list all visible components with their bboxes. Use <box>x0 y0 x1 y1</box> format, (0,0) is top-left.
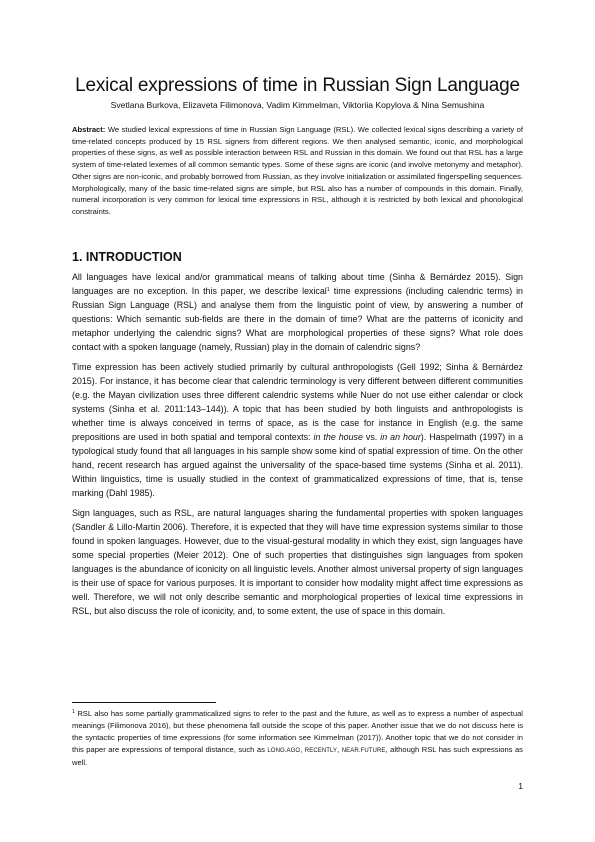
paragraph-2-text-a: Time expression has been actively studied primarily by cultural anthropologists (Gell 1992; Sinha & Bernárdez 2015). For instance, it has become clear that calendric terminology is very different between different communities (e.g. the Mayan civilization uses three different calendric systems while Nuer do not use either calendar or clock systems (Sinha et al. 2011:143–144)). A topic that has been studied by both linguists and anthropologists is whether time is always conceived in terms of space, as is the case for instance in English (e.g. the same prepositions are used in both spatial and temporal contexts: <box>72 362 523 442</box>
author-list: Svetlana Burkova, Elizaveta Filimonova, Vadim Kimmelman, Viktoriia Kopylova & Nina Semushina <box>110 100 485 110</box>
paper-title: Lexical expressions of time in Russian Sign Language <box>75 75 520 96</box>
gloss-recently: RECENTLY <box>304 748 338 754</box>
footnote-divider <box>72 702 216 703</box>
paragraph-3: Sign languages, such as RSL, are natural languages sharing the fundamental properties with spoken languages (Sandler & Lillo-Martin 2006). Therefore, it is expected that they will have time expression systems similar to those found in spoken languages. However, due to the visual-gestural modality in which they exist, sign languages have some special properties (Meier 2012). One of such properties that distinguishes sign languages from spoken languages is the abundance of iconicity on all linguistic levels. Another almost universal property of sign languages is their use of space for various purposes. It is important to consider how modality might affect time expressions as well. Therefore, we will not only describe semantic and morphological properties of lexical time expressions in RSL, but also discuss the role of iconicity, and, to some extent, the use of space in this domain. <box>72 508 523 616</box>
footnote-text-a: RSL also has some partially grammaticalized signs to refer to the past and the future, as well as to express a number of aspectual meanings (Filimonova 2016), but these phenomena fall outside the scope of this paper. Another issue that we do not discuss here is the syntactic properties of time expressions (for some information see Kimmelman (2017)). Another topic that we do not consider in this paper are expressions of temporal distance, such as <box>72 709 523 754</box>
abstract-label: Abstract: <box>72 125 106 134</box>
footnote-mark: 1 <box>72 709 75 715</box>
abstract-text: We studied lexical expressions of time in Russian Sign Language (RSL). We collected lexical signs describing a variety of time-related concepts produced by 15 RSL signers from different regions. We then analysed semantic, iconic, and morphological properties of these signs, as well as possible interaction between RSL and Russian in this domain. We found out that RSL has a large system of time-related lexemes of all common semantic types. Some of these signs are iconic (and involve metonymy and metaphor). Other signs are non-iconic, and probably borrowed from Russian, as they involve initialization or assimilated fingerspelling sequences. Morphologically, many of the basic time-related signs are simple, but RSL also has a number of compounds in this domain. Finally, numeral incorporation is very common for lexical time expressions in RSL, although it is restricted by both lexical and phonological constraints. <box>72 125 523 216</box>
paragraph-2 <box>72 360 523 500</box>
footnote-comma-1: , <box>300 745 305 754</box>
example-in-an-hour: in an hour <box>380 432 421 442</box>
footnote <box>72 708 523 769</box>
paragraph-1 <box>72 270 523 354</box>
example-in-the-house: in the house <box>313 432 363 442</box>
section-heading: 1. INTRODUCTION <box>72 250 182 264</box>
abstract <box>72 124 523 218</box>
paragraph-2-text-b: ). Haspelmath (1997) in a typological study found that all languages in his sample show some kind of spatial expression of time. On the other hand, recent research has argued against the universality of the space-based time systems (Sinha et al. 2011). Within linguistics, time is usually studied in the context of grammaticalized expressions of time, that is, tense marking (Dahl 1985). <box>72 432 524 498</box>
page-number: 1 <box>518 781 523 791</box>
gloss-near-future: NEAR.FUTURE <box>341 748 386 754</box>
footnote-comma-2: , <box>337 745 342 754</box>
section-body <box>72 270 523 624</box>
paragraph-1-text-b: time expressions (including calendric terms) in Russian Sign Language (RSL) and analyse them from the linguistic point of view, by answering a number of questions: Which semantic sub-fields are there in the domain of time? What are the patterns of iconicity and metaphor underlying the calendric signs? What are morphological properties of these signs? What role does contact with a spoken language (namely, Russian) play in the domain of calendric signs? <box>72 286 523 352</box>
gloss-long-ago: LONG.AGO <box>267 748 301 754</box>
footnote-ref: 1 <box>326 287 330 293</box>
paragraph-1-text-a: All languages have lexical and/or grammatical means of talking about time (Sinha & Bernárdez 2015). Sign languages are no exception. In this paper, we describe lexical <box>72 272 523 296</box>
footnote-text-b: , although RSL has such expressions as well. <box>72 745 523 767</box>
paragraph-2-vs: vs. <box>362 432 381 442</box>
